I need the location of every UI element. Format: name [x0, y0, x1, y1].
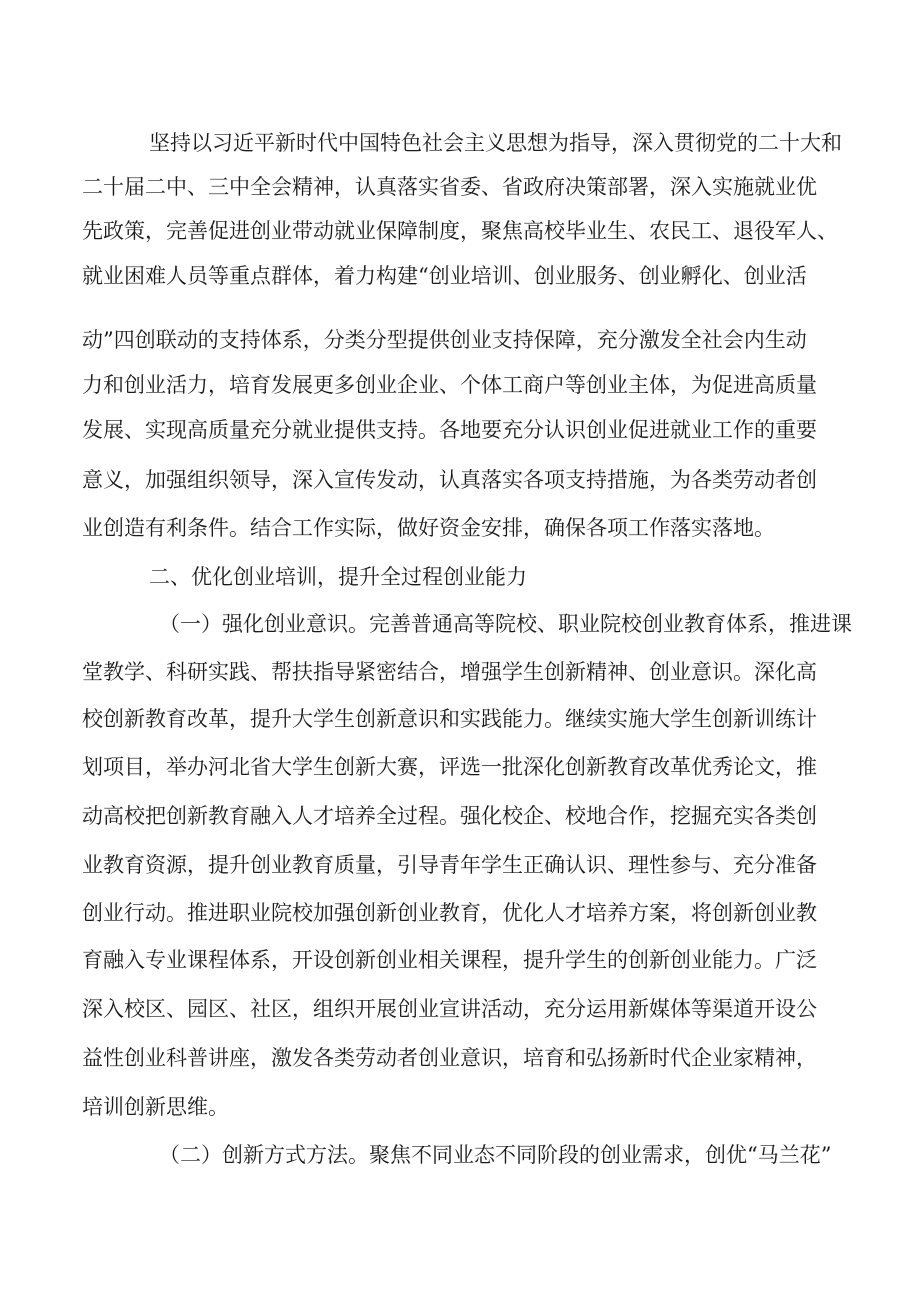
paragraph-2-line-10: 益性创业科普讲座，激发各类劳动者创业意识，培育和弘扬新时代企业家精神，	[82, 1046, 817, 1070]
paragraph-2-line-1: （一）强化创业意识。完善普通高等院校、职业院校创业教育体系，推进课	[159, 612, 852, 636]
paragraph-2-line-8: 育融入专业课程体系，开设创新创业相关课程，提升学生的创新创业能力。广泛	[82, 948, 817, 972]
paragraph-2-line-7: 创业行动。推进职业院校加强创新创业教育，优化人才培养方案，将创新创业教	[82, 901, 817, 925]
paragraph-2-line-5: 动高校把创新教育融入人才培养全过程。强化校企、校地合作，挖掘充实各类创	[82, 804, 817, 828]
paragraph-2-line-3: 校创新教育改革，提升大学生创新意识和实践能力。继续实施大学生创新训练计	[82, 707, 817, 731]
section-heading: 二、优化创业培训，提升全过程创业能力	[149, 565, 527, 589]
paragraph-1-line-2: 二十届二中、三中全会精神，认真落实省委、省政府决策部署，深入实施就业优	[82, 175, 817, 199]
paragraph-1-line-1: 坚持以习近平新时代中国特色社会主义思想为指导，深入贯彻党的二十大和	[149, 131, 842, 155]
paragraph-2-line-4: 划项目，举办河北省大学生创新大赛，评选一批深化创新教育改革优秀论文，推	[82, 755, 817, 779]
paragraph-2-line-9: 深入校区、园区、社区，组织开展创业宣讲活动，充分运用新媒体等渠道开设公	[82, 997, 817, 1021]
paragraph-1-line-4: 就业困难人员等重点群体，着力构建“创业培训、创业服务、创业孵化、创业活	[82, 264, 807, 288]
paragraph-1-line-7: 发展、实现高质量充分就业提供支持。各地要充分认识创业促进就业工作的重要	[82, 418, 817, 442]
paragraph-2-line-2: 堂教学、科研实践、帮扶指导紧密结合，增强学生创新精神、创业意识。深化高	[82, 660, 817, 684]
paragraph-1-line-6: 力和创业活力，培育发展更多创业企业、个体工商户等创业主体，为促进高质量	[82, 373, 817, 397]
paragraph-1-line-9: 业创造有利条件。结合工作实际，做好资金安排，确保各项工作落实落地。	[82, 516, 775, 540]
paragraph-2-line-11: 培训创新思维。	[82, 1095, 229, 1119]
paragraph-1-line-3: 先政策，完善促进创业带动就业保障制度，聚焦高校毕业生、农民工、退役军人、	[82, 219, 838, 243]
paragraph-2-line-6: 业教育资源，提升创业教育质量，引导青年学生正确认识、理性参与、充分准备	[82, 853, 817, 877]
paragraph-1-line-5: 动”四创联动的支持体系，分类分型提供创业支持保障，充分激发全社会内生动	[82, 328, 807, 352]
paragraph-1-line-8: 意义，加强组织领导，深入宣传发动，认真落实各项支持措施，为各类劳动者创	[82, 468, 817, 492]
paragraph-3-line-1: （二）创新方式方法。聚焦不同业态不同阶段的创业需求，创优“马兰花”	[159, 1143, 832, 1167]
